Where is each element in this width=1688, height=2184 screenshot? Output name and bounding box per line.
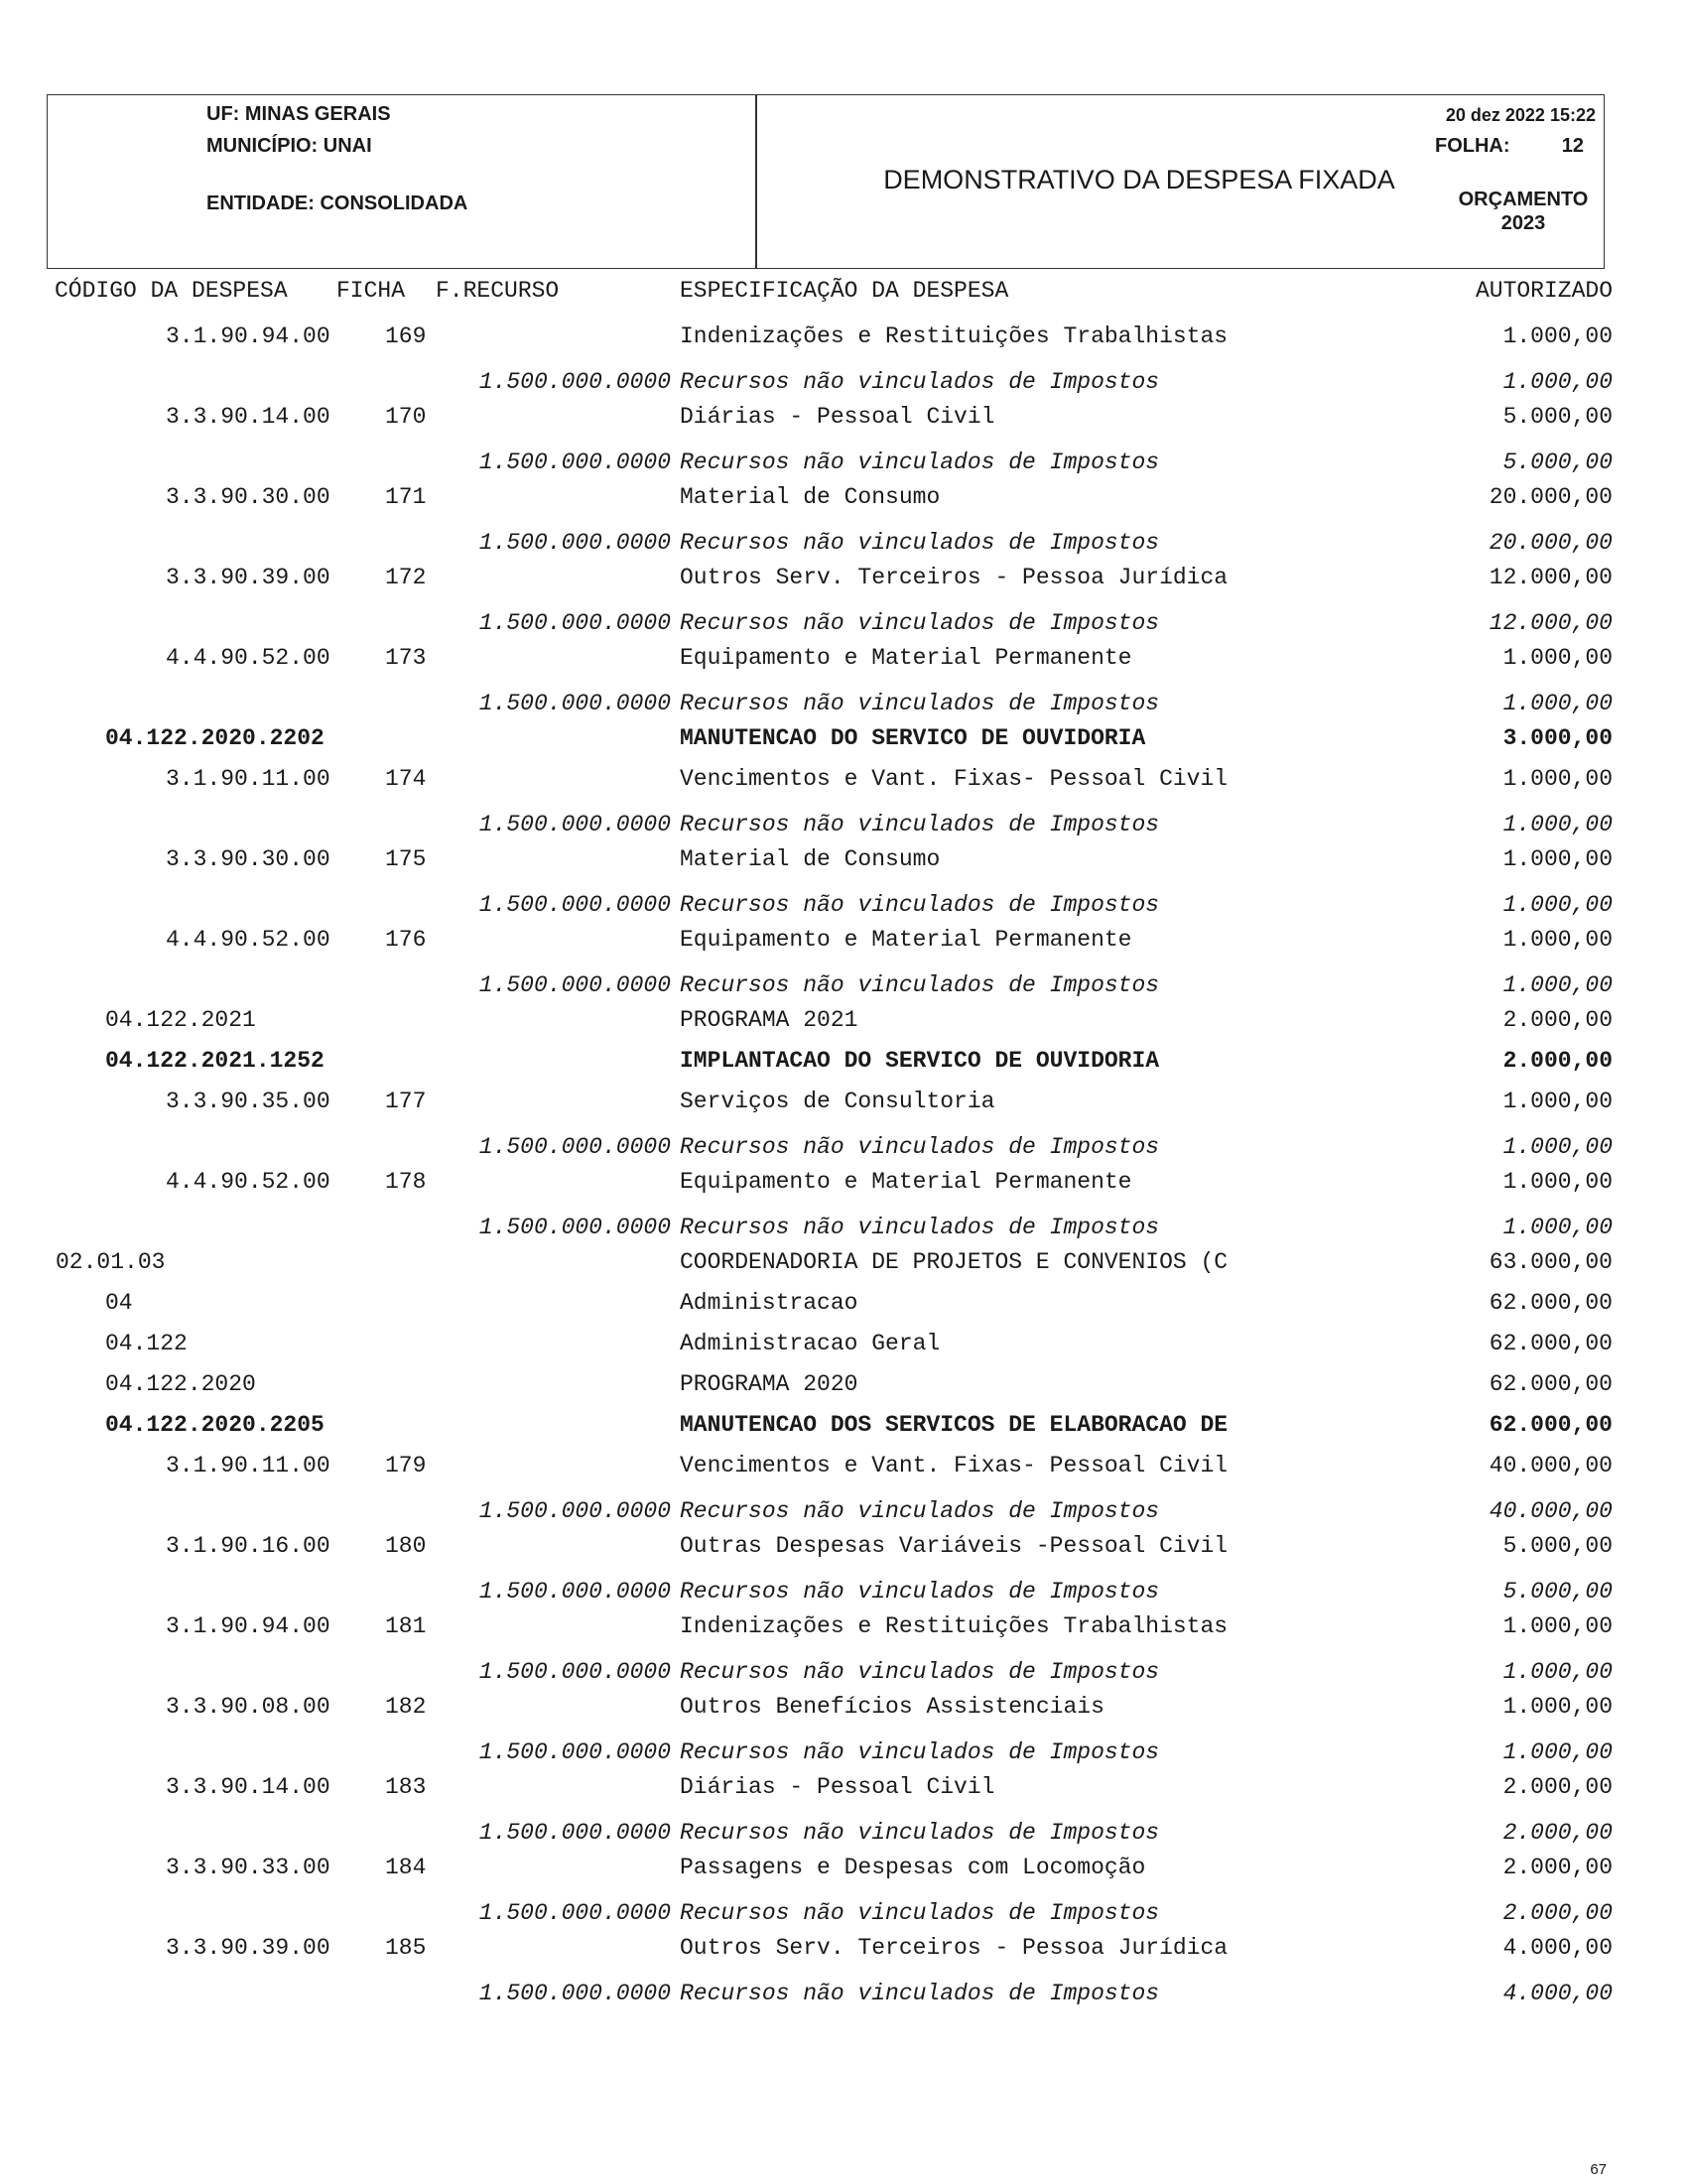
document-title: DEMONSTRATIVO DA DESPESA FIXADA — [883, 165, 1395, 194]
header-divider — [755, 95, 757, 268]
ficha-number: 174 — [385, 766, 427, 792]
expense-code: 04.122.2020.2202 — [105, 725, 325, 751]
resource-code: 1.500.000.0000 — [478, 1579, 671, 1605]
column-headers — [0, 278, 1688, 308]
resource-code: 1.500.000.0000 — [478, 892, 671, 918]
expense-code: 3.3.90.30.00 — [166, 484, 330, 510]
folha-label: FOLHA: — [1435, 135, 1510, 157]
resource-row — [0, 1487, 1688, 1527]
resource-code: 1.500.000.0000 — [478, 1981, 671, 2006]
expense-row — [0, 1001, 1688, 1042]
authorized-value: 3.000,00 — [1502, 725, 1613, 751]
folha-value: 12 — [1561, 135, 1584, 157]
expense-code: 04.122.2021.1252 — [105, 1048, 325, 1074]
expense-row — [0, 1527, 1688, 1568]
expense-code: 4.4.90.52.00 — [166, 645, 330, 671]
resource-row — [0, 881, 1688, 921]
resource-value: 2.000,00 — [1502, 1820, 1613, 1846]
resource-row — [0, 1809, 1688, 1849]
expense-row — [0, 1929, 1688, 1970]
ficha-number: 175 — [385, 846, 427, 872]
expense-description: Equipamento e Material Permanente — [680, 927, 1132, 953]
expense-row — [0, 398, 1688, 439]
resource-row — [0, 599, 1688, 639]
expense-code: 3.3.90.30.00 — [166, 846, 330, 872]
authorized-value: 1.000,00 — [1502, 927, 1613, 953]
expense-code: 3.1.90.94.00 — [166, 1613, 330, 1639]
resource-code: 1.500.000.0000 — [478, 369, 671, 395]
expense-row — [0, 1768, 1688, 1809]
expense-row — [0, 318, 1688, 358]
expense-code: 3.3.90.39.00 — [166, 565, 330, 590]
authorized-value: 1.000,00 — [1502, 766, 1613, 792]
ficha-number: 169 — [385, 323, 427, 349]
ficha-number: 181 — [385, 1613, 427, 1639]
expense-description: Outras Despesas Variáveis -Pessoal Civil — [680, 1533, 1229, 1559]
ficha-number: 171 — [385, 484, 427, 510]
uf-label: UF: MINAS GERAIS — [206, 103, 391, 125]
expense-code: 3.3.90.14.00 — [166, 404, 330, 430]
expense-row — [0, 1607, 1688, 1648]
resource-description: Recursos não vinculados de Impostos — [680, 691, 1160, 716]
expense-description: Equipamento e Material Permanente — [680, 645, 1132, 671]
expense-code: 3.3.90.35.00 — [166, 1089, 330, 1114]
resource-value: 20.000,00 — [1489, 530, 1613, 556]
resource-value: 1.000,00 — [1502, 369, 1613, 395]
resource-row — [0, 519, 1688, 559]
ficha-number: 183 — [385, 1774, 427, 1800]
resource-code: 1.500.000.0000 — [478, 1820, 671, 1846]
expense-description: Diárias - Pessoal Civil — [680, 1774, 995, 1800]
expense-code: 4.4.90.52.00 — [166, 1169, 330, 1195]
resource-row — [0, 1204, 1688, 1243]
authorized-value: 1.000,00 — [1502, 323, 1613, 349]
ficha-number: 184 — [385, 1855, 427, 1880]
expense-code: 04.122.2020 — [105, 1371, 256, 1397]
expense-description: Outros Benefícios Assistenciais — [680, 1694, 1104, 1720]
expense-description: MANUTENCAO DO SERVICO DE OUVIDORIA — [680, 725, 1146, 751]
resource-description: Recursos não vinculados de Impostos — [680, 1981, 1160, 2006]
resource-row — [0, 962, 1688, 1001]
resource-code: 1.500.000.0000 — [478, 1739, 671, 1765]
resource-row — [0, 801, 1688, 840]
ficha-number: 173 — [385, 645, 427, 671]
resource-row — [0, 1889, 1688, 1929]
expense-code: 3.3.90.33.00 — [166, 1855, 330, 1880]
resource-description: Recursos não vinculados de Impostos — [680, 369, 1160, 395]
authorized-value: 2.000,00 — [1502, 1855, 1613, 1880]
resource-row — [0, 1648, 1688, 1688]
ficha-number: 182 — [385, 1694, 427, 1720]
expense-row — [0, 840, 1688, 881]
resource-value: 1.000,00 — [1502, 691, 1613, 716]
authorized-value: 2.000,00 — [1502, 1048, 1613, 1074]
resource-value: 5.000,00 — [1502, 1579, 1613, 1605]
authorized-value: 62.000,00 — [1489, 1412, 1613, 1438]
resource-row — [0, 1123, 1688, 1163]
resource-value: 1.000,00 — [1502, 1659, 1613, 1685]
expense-code: 02.01.03 — [56, 1249, 166, 1275]
expense-row — [0, 921, 1688, 962]
expense-row — [0, 1042, 1688, 1083]
expense-description: Administracao — [680, 1290, 858, 1316]
resource-value: 40.000,00 — [1489, 1498, 1613, 1524]
expense-code: 4.4.90.52.00 — [166, 927, 330, 953]
authorized-value: 1.000,00 — [1502, 645, 1613, 671]
resource-value: 4.000,00 — [1502, 1981, 1613, 2006]
resource-value: 5.000,00 — [1502, 450, 1613, 475]
expense-row — [0, 760, 1688, 801]
ficha-number: 185 — [385, 1935, 427, 1961]
resource-description: Recursos não vinculados de Impostos — [680, 1820, 1160, 1846]
expense-description: Serviços de Consultoria — [680, 1089, 995, 1114]
expense-row — [0, 1688, 1688, 1729]
orcamento-year: 2023 — [1500, 212, 1546, 234]
authorized-value: 40.000,00 — [1489, 1453, 1613, 1478]
authorized-value: 2.000,00 — [1502, 1774, 1613, 1800]
expense-row — [0, 478, 1688, 519]
resource-value: 2.000,00 — [1502, 1900, 1613, 1926]
entidade-label: ENTIDADE: CONSOLIDADA — [206, 193, 468, 214]
expense-description: Passagens e Despesas com Locomoção — [680, 1855, 1146, 1880]
resource-code: 1.500.000.0000 — [478, 610, 671, 636]
expense-row — [0, 1284, 1688, 1325]
resource-description: Recursos não vinculados de Impostos — [680, 610, 1160, 636]
expense-description: MANUTENCAO DOS SERVICOS DE ELABORACAO DE — [680, 1412, 1229, 1438]
ficha-number: 179 — [385, 1453, 427, 1478]
print-datetime: 20 dez 2022 15:22 — [1445, 105, 1596, 125]
resource-description: Recursos não vinculados de Impostos — [680, 892, 1160, 918]
expense-description: Equipamento e Material Permanente — [680, 1169, 1132, 1195]
authorized-value: 2.000,00 — [1502, 1007, 1613, 1033]
expense-description: Vencimentos e Vant. Fixas- Pessoal Civil — [680, 766, 1229, 792]
resource-code: 1.500.000.0000 — [478, 691, 671, 716]
authorized-value: 62.000,00 — [1489, 1290, 1613, 1316]
resource-value: 1.000,00 — [1502, 972, 1613, 998]
expense-description: Outros Serv. Terceiros - Pessoa Jurídica — [680, 1935, 1229, 1961]
resource-description: Recursos não vinculados de Impostos — [680, 1579, 1160, 1605]
resource-description: Recursos não vinculados de Impostos — [680, 450, 1160, 475]
ficha-number: 176 — [385, 927, 427, 953]
expense-table — [0, 318, 1688, 2009]
expense-code: 3.1.90.11.00 — [166, 1453, 330, 1478]
resource-row — [0, 1568, 1688, 1607]
expense-code: 04 — [105, 1290, 133, 1316]
ficha-number: 178 — [385, 1169, 427, 1195]
expense-description: IMPLANTACAO DO SERVICO DE OUVIDORIA — [680, 1048, 1160, 1074]
expense-row — [0, 639, 1688, 680]
ficha-number: 177 — [385, 1089, 427, 1114]
expense-row — [0, 559, 1688, 599]
resource-description: Recursos não vinculados de Impostos — [680, 972, 1160, 998]
resource-code: 1.500.000.0000 — [478, 1900, 671, 1926]
resource-description: Recursos não vinculados de Impostos — [680, 1134, 1160, 1160]
expense-code: 3.1.90.11.00 — [166, 766, 330, 792]
authorized-value: 63.000,00 — [1489, 1249, 1613, 1275]
expense-description: Administracao Geral — [680, 1331, 941, 1356]
resource-description: Recursos não vinculados de Impostos — [680, 530, 1160, 556]
expense-row — [0, 1406, 1688, 1447]
resource-description: Recursos não vinculados de Impostos — [680, 1900, 1160, 1926]
authorized-value: 1.000,00 — [1502, 1089, 1613, 1114]
authorized-value: 1.000,00 — [1502, 1169, 1613, 1195]
expense-code: 3.1.90.16.00 — [166, 1533, 330, 1559]
resource-description: Recursos não vinculados de Impostos — [680, 1739, 1160, 1765]
col-codigo: CÓDIGO DA DESPESA — [55, 278, 288, 304]
resource-row — [0, 1970, 1688, 2009]
expense-description: Vencimentos e Vant. Fixas- Pessoal Civil — [680, 1453, 1229, 1478]
resource-value: 1.000,00 — [1502, 812, 1613, 837]
expense-row — [0, 1243, 1688, 1284]
municipio-label: MUNICÍPIO: UNAI — [206, 135, 372, 157]
expense-description: COORDENADORIA DE PROJETOS E CONVENIOS (C — [680, 1249, 1229, 1275]
col-recurso: F.RECURSO — [436, 278, 560, 304]
expense-description: Indenizações e Restituições Trabalhistas — [680, 323, 1229, 349]
expense-description: Indenizações e Restituições Trabalhistas — [680, 1613, 1229, 1639]
expense-row — [0, 719, 1688, 760]
resource-description: Recursos não vinculados de Impostos — [680, 1498, 1160, 1524]
resource-code: 1.500.000.0000 — [478, 530, 671, 556]
col-ficha: FICHA — [336, 278, 406, 304]
expense-code: 04.122.2021 — [105, 1007, 256, 1033]
expense-code: 04.122.2020.2205 — [105, 1412, 325, 1438]
expense-description: Material de Consumo — [680, 846, 941, 872]
expense-row — [0, 1325, 1688, 1365]
expense-row — [0, 1849, 1688, 1889]
resource-code: 1.500.000.0000 — [478, 1498, 671, 1524]
resource-row — [0, 1729, 1688, 1768]
resource-value: 12.000,00 — [1489, 610, 1613, 636]
authorized-value: 1.000,00 — [1502, 846, 1613, 872]
expense-code: 3.3.90.39.00 — [166, 1935, 330, 1961]
resource-code: 1.500.000.0000 — [478, 450, 671, 475]
authorized-value: 62.000,00 — [1489, 1371, 1613, 1397]
expense-description: Diárias - Pessoal Civil — [680, 404, 995, 430]
authorized-value: 4.000,00 — [1502, 1935, 1613, 1961]
expense-row — [0, 1083, 1688, 1123]
expense-description: PROGRAMA 2021 — [680, 1007, 858, 1033]
expense-code: 3.3.90.08.00 — [166, 1694, 330, 1720]
authorized-value: 62.000,00 — [1489, 1331, 1613, 1356]
resource-row — [0, 439, 1688, 478]
expense-code: 3.1.90.94.00 — [166, 323, 330, 349]
page-number: 67 — [1590, 2161, 1607, 2178]
expense-row — [0, 1447, 1688, 1487]
report-header — [47, 94, 1605, 269]
authorized-value: 12.000,00 — [1489, 565, 1613, 590]
orcamento-label: ORÇAMENTO — [1458, 189, 1589, 210]
resource-code: 1.500.000.0000 — [478, 1659, 671, 1685]
authorized-value: 1.000,00 — [1502, 1694, 1613, 1720]
resource-code: 1.500.000.0000 — [478, 1215, 671, 1240]
expense-row — [0, 1163, 1688, 1204]
expense-row — [0, 1365, 1688, 1406]
resource-description: Recursos não vinculados de Impostos — [680, 812, 1160, 837]
col-autorizado: AUTORIZADO — [1475, 278, 1613, 304]
authorized-value: 5.000,00 — [1502, 1533, 1613, 1559]
col-especificacao: ESPECIFICAÇÃO DA DESPESA — [680, 278, 1009, 304]
resource-value: 1.000,00 — [1502, 892, 1613, 918]
ficha-number: 172 — [385, 565, 427, 590]
resource-code: 1.500.000.0000 — [478, 812, 671, 837]
authorized-value: 5.000,00 — [1502, 404, 1613, 430]
resource-row — [0, 358, 1688, 398]
resource-description: Recursos não vinculados de Impostos — [680, 1659, 1160, 1685]
ficha-number: 180 — [385, 1533, 427, 1559]
authorized-value: 1.000,00 — [1502, 1613, 1613, 1639]
resource-value: 1.000,00 — [1502, 1215, 1613, 1240]
resource-value: 1.000,00 — [1502, 1739, 1613, 1765]
expense-code: 04.122 — [105, 1331, 188, 1356]
expense-code: 3.3.90.14.00 — [166, 1774, 330, 1800]
resource-code: 1.500.000.0000 — [478, 972, 671, 998]
expense-description: Material de Consumo — [680, 484, 941, 510]
resource-code: 1.500.000.0000 — [478, 1134, 671, 1160]
resource-value: 1.000,00 — [1502, 1134, 1613, 1160]
expense-description: Outros Serv. Terceiros - Pessoa Jurídica — [680, 565, 1229, 590]
authorized-value: 20.000,00 — [1489, 484, 1613, 510]
resource-description: Recursos não vinculados de Impostos — [680, 1215, 1160, 1240]
expense-description: PROGRAMA 2020 — [680, 1371, 858, 1397]
resource-row — [0, 680, 1688, 719]
ficha-number: 170 — [385, 404, 427, 430]
